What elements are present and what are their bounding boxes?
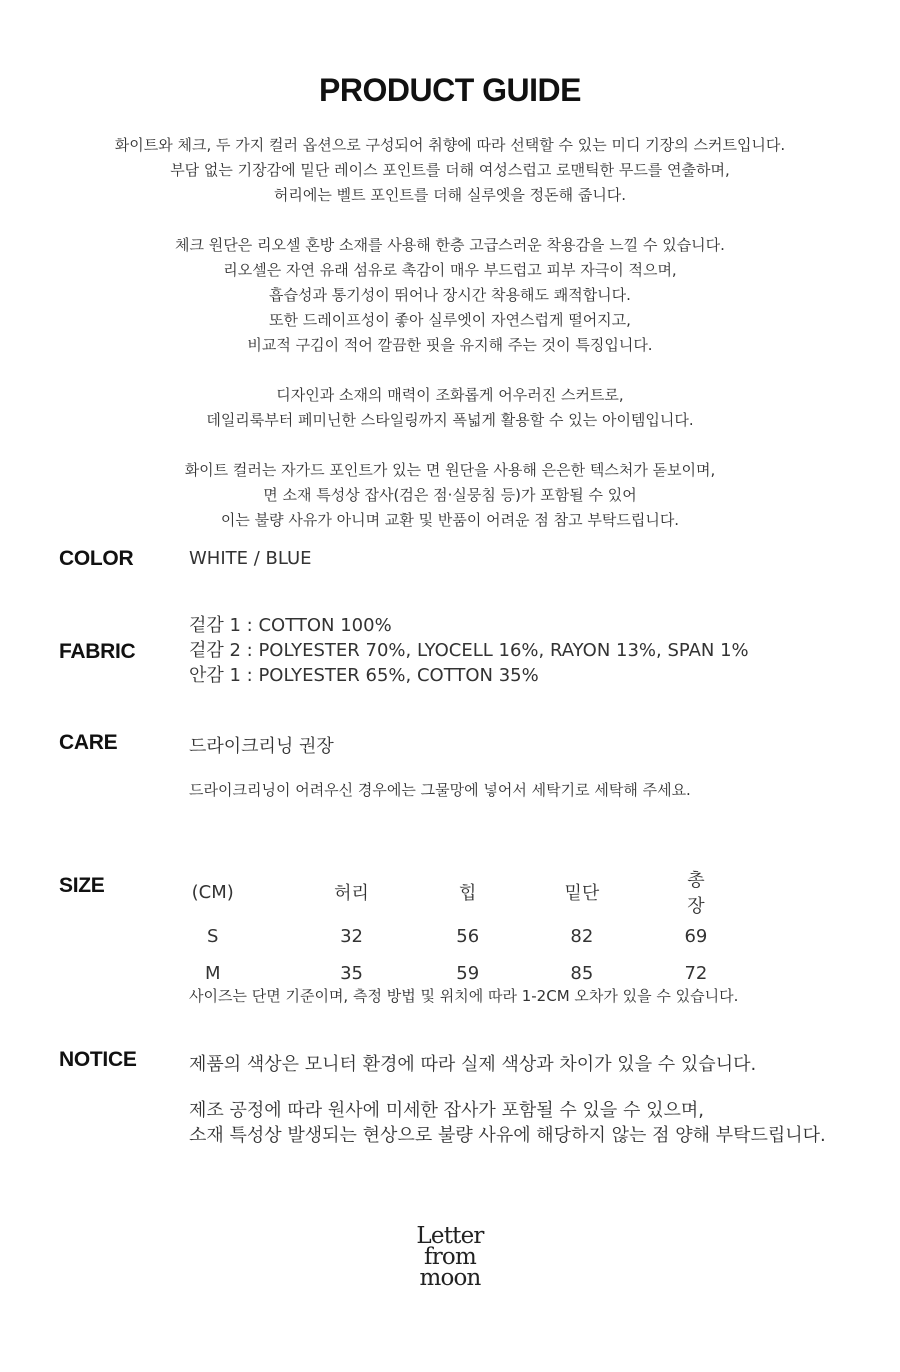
intro-line: 또한 드레이프성이 좋아 실루엣이 자연스럽게 떨어지고, — [269, 311, 631, 329]
notice-line: 제조 공정에 따라 원사에 미세한 잡사가 포함될 수 있을 수 있으며, — [189, 1100, 705, 1121]
logo-line: from — [424, 1244, 476, 1270]
intro-line: 화이트 컬러는 자가드 포인트가 있는 면 원단을 사용해 은은한 텍스처가 돋보이며, — [184, 461, 716, 479]
notice-extra — [189, 1098, 826, 1148]
size-header-hip: 힙 — [459, 883, 477, 904]
intro-line: 허리에는 벨트 포인트를 더해 실루엣을 정돈해 줍니다. — [273, 186, 627, 204]
care-label: CARE — [59, 731, 118, 754]
intro-line: 체크 원단은 리오셀 혼방 소재를 사용해 한층 고급스러운 착용감을 느낄 수 있습니다. — [175, 236, 725, 254]
size-header-unit: (CM) — [191, 881, 234, 903]
notice-line-1: 제품의 색상은 모니터 환경에 따라 실제 색상과 차이가 있을 수 있습니다. — [189, 1054, 757, 1075]
color-label: COLOR — [59, 547, 134, 570]
table-row — [178, 918, 708, 955]
intro-line: 화이트와 체크, 두 가지 컬러 옵션으로 구성되어 취향에 따라 선택할 수 있는 미디 기장의 스커트입니다. — [114, 136, 786, 154]
size-cell: 32 — [340, 926, 364, 947]
intro-paragraph — [0, 133, 900, 208]
size-cell: M — [204, 963, 221, 984]
intro-line: 리오셀은 자연 유래 섬유로 촉감이 매우 부드럽고 피부 자극이 적으며, — [223, 261, 677, 279]
logo-line: moon — [419, 1265, 481, 1291]
intro-line: 흡습성과 통기성이 뛰어나 장시간 착용해도 쾌적합니다. — [269, 286, 631, 304]
intro-line: 비교적 구김이 적어 깔끔한 핏을 유지해 주는 것이 특징입니다. — [247, 336, 653, 354]
color-value: WHITE / BLUE — [189, 548, 312, 569]
intro-line: 면 소재 특성상 잡사(검은 점·실뭉침 등)가 포함될 수 있어 — [263, 486, 637, 504]
size-cell: 59 — [456, 963, 480, 984]
care-note: 드라이크리닝이 어려우신 경우에는 그물망에 넣어서 세탁기로 세탁해 주세요. — [189, 781, 691, 799]
fabric-label: FABRIC — [59, 640, 136, 663]
intro-line: 디자인과 소재의 매력이 조화롭게 어우러진 스커트로, — [276, 386, 624, 404]
page-title: PRODUCT GUIDE — [319, 72, 581, 108]
size-label: SIZE — [59, 874, 105, 897]
brand-logo — [0, 1223, 900, 1291]
intro-description — [0, 133, 900, 558]
intro-line: 데일리룩부터 페미닌한 스타일링까지 폭넓게 활용할 수 있는 아이템입니다. — [206, 411, 694, 429]
size-cell: S — [206, 926, 219, 947]
logo-line: Letter — [416, 1223, 484, 1249]
intro-paragraph — [0, 458, 900, 533]
size-note: 사이즈는 단면 기준이며, 측정 방법 및 위치에 따라 1-2CM 오차가 있을 수 있습니다. — [189, 987, 739, 1005]
size-header-length: 총장 — [687, 870, 705, 917]
size-header-waist: 허리 — [334, 883, 369, 904]
size-table — [178, 866, 708, 992]
size-cell: 69 — [684, 926, 708, 947]
size-header-row — [178, 866, 708, 918]
fabric-line: 안감 1 : POLYESTER 65%, COTTON 35% — [189, 665, 539, 686]
intro-paragraph — [0, 383, 900, 433]
intro-paragraph — [0, 233, 900, 358]
size-cell: 72 — [684, 963, 708, 984]
intro-line: 부담 없는 기장감에 밑단 레이스 포인트를 더해 여성스럽고 로맨틱한 무드를 연출하며, — [170, 161, 730, 179]
notice-label: NOTICE — [59, 1048, 137, 1071]
notice-line: 소재 특성상 발생되는 현상으로 불량 사유에 해당하지 않는 점 양해 부탁드립니다. — [189, 1125, 826, 1146]
fabric-line: 겉감 2 : POLYESTER 70%, LYOCELL 16%, RAYON 13%, SPAN 1% — [189, 640, 749, 661]
size-cell: 82 — [570, 926, 594, 947]
care-value: 드라이크리닝 권장 — [189, 736, 334, 757]
intro-line: 이는 불량 사유가 아니며 교환 및 반품이 어려운 점 참고 부탁드립니다. — [220, 511, 680, 529]
fabric-line: 겉감 1 : COTTON 100% — [189, 615, 392, 636]
size-cell: 56 — [456, 926, 480, 947]
size-cell: 35 — [340, 963, 364, 984]
size-header-hem: 밑단 — [564, 883, 600, 904]
size-cell: 85 — [570, 963, 594, 984]
fabric-composition — [189, 613, 749, 688]
